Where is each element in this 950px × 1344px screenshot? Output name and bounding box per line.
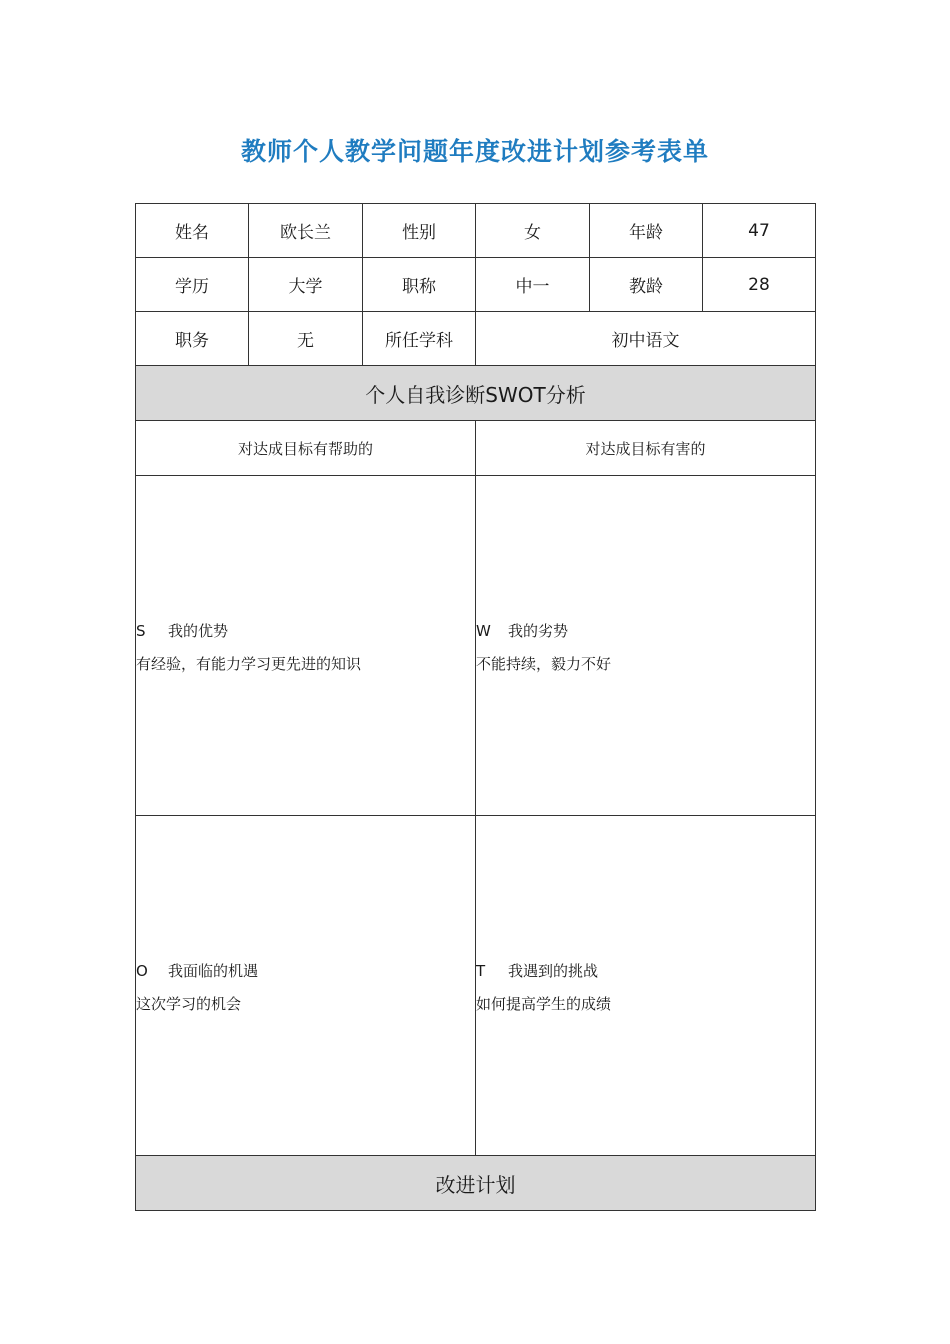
plan-header-row xyxy=(136,1156,816,1211)
helpful-harmful-row xyxy=(136,421,816,476)
threats-content: 如何提高学生的成绩 xyxy=(476,995,612,1013)
name-label: 姓名 xyxy=(136,204,249,258)
strengths-cell xyxy=(136,476,476,816)
subject-label: 所任学科 xyxy=(363,312,476,366)
teaching-years-label: 教龄 xyxy=(590,258,703,312)
opportunities-title: 我面临的机遇 xyxy=(168,962,259,980)
strengths-title: 我的优势 xyxy=(168,622,229,640)
strengths-content: 有经验，有能力学习更先进的知识 xyxy=(136,655,362,673)
education-value: 大学 xyxy=(249,258,363,312)
weaknesses-heading xyxy=(476,621,815,641)
plan-header: 改进计划 xyxy=(136,1156,816,1211)
page-title: 教师个人教学问题年度改进计划参考表单 xyxy=(240,137,709,166)
swot-row-ot xyxy=(136,816,816,1156)
threats-title: 我遇到的挑战 xyxy=(508,962,599,980)
name-value: 欧长兰 xyxy=(249,204,363,258)
gender-label: 性别 xyxy=(363,204,476,258)
teaching-years-value: 28 xyxy=(703,258,816,312)
info-row-1 xyxy=(136,204,816,258)
title-label: 职称 xyxy=(363,258,476,312)
threats-heading xyxy=(476,961,815,981)
plan-form-table xyxy=(135,203,816,1211)
opportunities-heading xyxy=(136,961,475,981)
education-label: 学历 xyxy=(136,258,249,312)
gender-value: 女 xyxy=(476,204,590,258)
swot-header: 个人自我诊断SWOT分析 xyxy=(136,366,816,421)
opportunities-content: 这次学习的机会 xyxy=(136,995,242,1013)
opportunities-cell xyxy=(136,816,476,1156)
strengths-letter: S xyxy=(136,622,146,640)
position-value: 无 xyxy=(249,312,363,366)
weaknesses-content: 不能持续，毅力不好 xyxy=(476,655,612,673)
title-value: 中一 xyxy=(476,258,590,312)
threats-cell xyxy=(476,816,816,1156)
weaknesses-letter: W xyxy=(476,622,491,640)
swot-row-sw xyxy=(136,476,816,816)
age-value: 47 xyxy=(703,204,816,258)
position-label: 职务 xyxy=(136,312,249,366)
helpful-label: 对达成目标有帮助的 xyxy=(136,421,476,476)
strengths-heading xyxy=(136,621,475,641)
age-label: 年龄 xyxy=(590,204,703,258)
info-row-2 xyxy=(136,258,816,312)
threats-letter: T xyxy=(476,962,486,980)
subject-value: 初中语文 xyxy=(476,312,816,366)
weaknesses-title: 我的劣势 xyxy=(508,622,569,640)
weaknesses-cell xyxy=(476,476,816,816)
swot-header-row xyxy=(136,366,816,421)
harmful-label: 对达成目标有害的 xyxy=(476,421,816,476)
opportunities-letter: O xyxy=(136,962,148,980)
info-row-3 xyxy=(136,312,816,366)
